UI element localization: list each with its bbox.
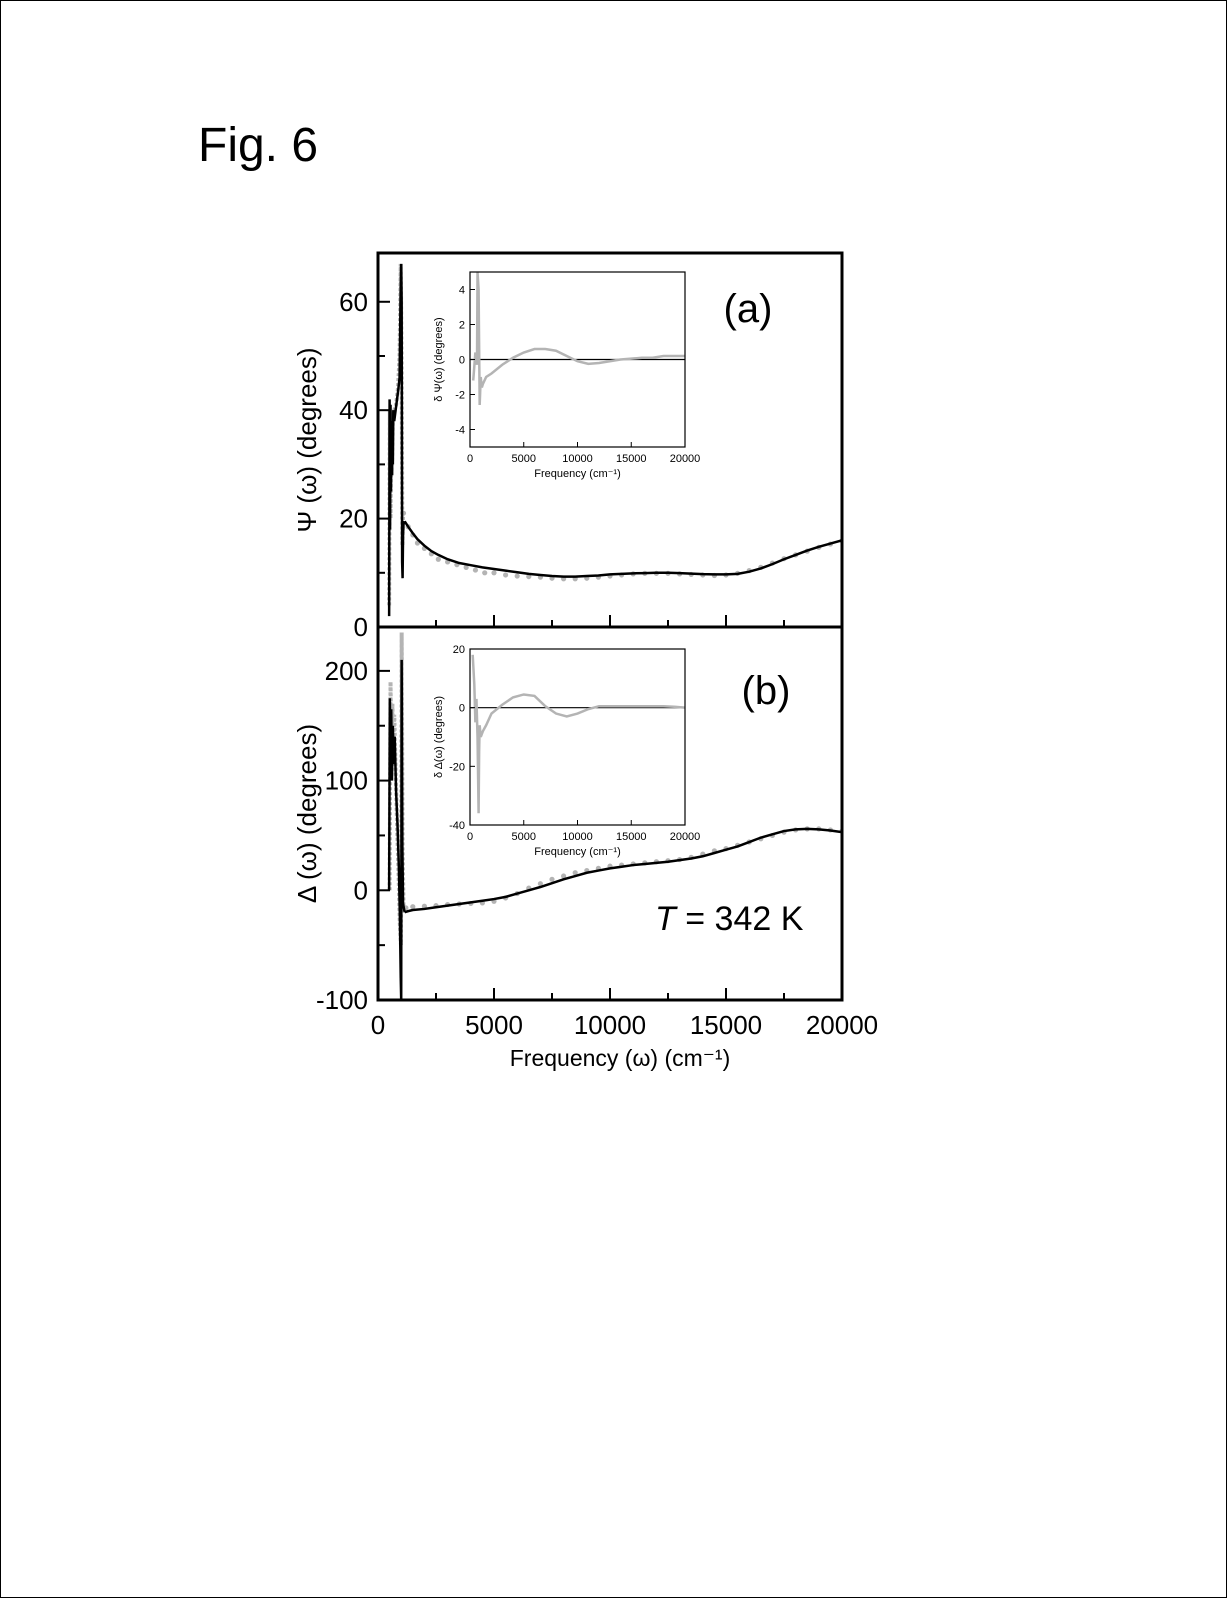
temperature-symbol: T: [655, 900, 676, 938]
inset-b-xtick-label: 0: [466, 831, 474, 843]
panel-b-xtick-label: 5000: [465, 1010, 523, 1040]
inset-a-ylabel: δ Ψ(ω) (degrees): [433, 317, 445, 402]
inset-b-xlabel: Frequency (cm⁻¹): [534, 846, 621, 858]
panel-a-measured-point: [482, 570, 487, 575]
inset-b-background: [470, 649, 685, 825]
inset-a-ytick-label: 0: [458, 354, 465, 367]
inset-b-xtick-label: 20000: [669, 831, 701, 843]
inset-a-xtick-label: 10000: [562, 453, 593, 465]
panel-b-measured-point: [410, 904, 415, 909]
inset-b-xtick-label: 10000: [562, 831, 593, 843]
inset-a-xtick-label: 5000: [511, 453, 536, 465]
panel-b-xtick-label: 0: [370, 1010, 386, 1040]
panel-b-xtick-label: 20000: [805, 1010, 879, 1040]
inset-b-ylabel: δ Δ(ω) (degrees): [433, 696, 445, 778]
inset-a-xtick-label: 20000: [669, 453, 701, 465]
panel-a-measured-point: [515, 573, 520, 578]
panel-b-ytick-label: -100: [315, 985, 368, 1015]
inset-b-ytick-label: -20: [449, 761, 465, 774]
inset-b: [433, 644, 700, 858]
panel-a-measured-point: [473, 567, 478, 572]
panel-b-xlabel: Frequency (ω) (cm⁻¹): [509, 1045, 731, 1071]
inset-a-xtick-label: 0: [466, 453, 474, 465]
panel-b-ylabel: Δ (ω) (degrees): [292, 723, 322, 904]
panel-a-ytick-label: 20: [339, 503, 368, 534]
figure-title: Fig. 6: [198, 119, 319, 172]
panel-a-ylabel: Ψ (ω) (degrees): [292, 347, 322, 533]
panel-a-model-line: [405, 521, 842, 576]
panel-b-ytick-label: 100: [324, 765, 368, 796]
inset-b-xtick-label: 5000: [511, 831, 536, 843]
panel-a-measured-point: [436, 557, 441, 562]
panel-b-measured-point: [549, 877, 554, 882]
inset-a-xtick-label: 15000: [615, 453, 647, 465]
temperature-label: [655, 900, 804, 938]
panel-b-xtick-label: 10000: [573, 1010, 647, 1040]
panel-a-measured-point: [503, 572, 508, 577]
inset-b-ytick-label: 0: [458, 702, 465, 715]
inset-a-ytick-label: -2: [455, 389, 465, 402]
inset-b-xtick-label: 15000: [615, 831, 647, 843]
panel-b-label: (b): [741, 669, 791, 713]
panel-a-ytick-label: 0: [353, 612, 368, 642]
temperature-value: = 342 K: [675, 900, 804, 938]
inset-b-ytick-label: -40: [449, 820, 465, 832]
panel-b-ytick-label: 200: [324, 655, 368, 686]
panel-a-label: (a): [723, 287, 773, 331]
inset-a-ytick-label: 2: [458, 319, 465, 332]
inset-a-ytick-label: 4: [458, 284, 465, 297]
panel-a-ytick-label: 40: [339, 395, 368, 426]
panel-a-model-resonance: [389, 264, 405, 616]
panel-a-ytick-label: 60: [339, 286, 368, 317]
panel-b-xtick-label: 15000: [689, 1010, 763, 1040]
inset-a-xlabel: Frequency (cm⁻¹): [534, 468, 621, 480]
inset-a: [433, 272, 700, 480]
panel-b-ytick-label: 0: [353, 875, 368, 906]
inset-b-ytick-label: 20: [452, 644, 465, 656]
panel-a-measured-point: [491, 570, 496, 575]
inset-a-ytick-label: -4: [455, 424, 465, 437]
